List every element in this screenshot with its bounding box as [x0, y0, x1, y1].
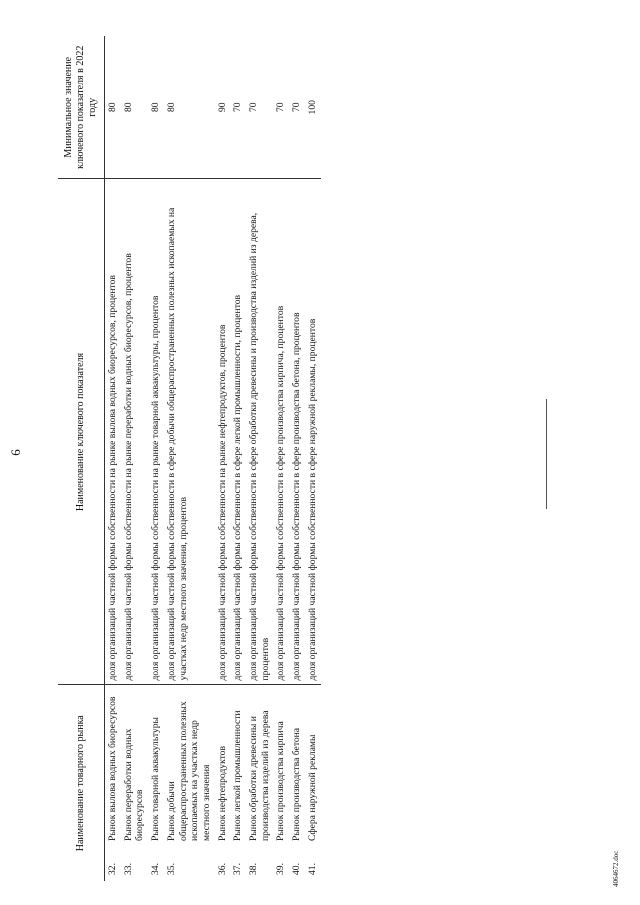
- table-body: [105, 36, 321, 881]
- table-row: [230, 36, 246, 881]
- header-indicator: Наименование ключевого показателя: [58, 179, 105, 685]
- row-number: 32.: [107, 863, 118, 875]
- market-name: Рынок обработки древесины и производства изделий из дерева: [246, 685, 273, 845]
- min-value: 80: [165, 102, 177, 113]
- indicator-name: доля организаций частной формы собственности в сфере производства кирпича, процентов: [273, 179, 289, 685]
- table-row: [105, 36, 121, 881]
- indicator-name: доля организаций частной формы собственности на рынке переработки водных биоресурсов, процентов: [121, 179, 148, 685]
- row-number: 40.: [291, 863, 303, 875]
- row-number: 35.: [165, 863, 177, 875]
- table-row: [121, 36, 148, 881]
- table-header-row: [58, 36, 105, 881]
- market-name: Рынок производства кирпича: [273, 685, 289, 845]
- indicator-name: доля организаций частной формы собственности в сфере легкой промышленности, процентов: [230, 179, 246, 685]
- header-market: Наименование товарного рынка: [58, 685, 105, 881]
- table-row: [164, 36, 215, 881]
- min-value: 80: [122, 102, 134, 113]
- indicator-name: доля организаций частной формы собственности в сфере производства бетона, процентов: [289, 179, 305, 685]
- indicator-name: доля организаций частной формы собственности на рынке нефтепродуктов, процентов: [215, 179, 231, 685]
- indicators-table: [58, 36, 321, 881]
- row-number: 37.: [232, 863, 244, 875]
- indicator-name: доля организаций частной формы собственности в сфере обработки древесины и производства изделий из дерева, процентов: [246, 179, 273, 685]
- row-number: 33.: [122, 863, 134, 875]
- market-name: Рынок производства бетона: [289, 685, 305, 845]
- row-number: 41.: [306, 863, 318, 875]
- min-value: 90: [216, 102, 228, 113]
- min-value: 100: [306, 100, 318, 115]
- table-row: [289, 36, 305, 881]
- min-value: 70: [232, 102, 244, 113]
- market-name: Рынок вылова водных биоресурсов: [105, 685, 121, 845]
- table-row: [148, 36, 164, 881]
- table-row: [215, 36, 231, 881]
- table-row: [305, 36, 321, 881]
- row-number: 39.: [275, 863, 287, 875]
- market-name: Рынок товарной аквакультуры: [148, 685, 164, 845]
- indicator-name: доля организаций частной формы собственности на рынке товарной аквакультуры, процентов: [148, 179, 164, 685]
- market-name: Рынок добычи общераспространенных полезных ископаемых на участках недр местного значения: [164, 685, 215, 845]
- min-value: 70: [275, 102, 287, 113]
- indicator-name: доля организаций частной формы собственности на рынке вылова водных биоресурсов, процентов: [105, 179, 121, 685]
- document-id: 4064672.doc: [612, 850, 620, 887]
- table-row: [246, 36, 273, 881]
- market-name: Рынок легкой промышленности: [230, 685, 246, 845]
- market-name: Сфера наружной рекламы: [305, 685, 321, 845]
- min-value: 70: [291, 102, 303, 113]
- market-name: Рынок переработки водных биоресурсов: [121, 685, 148, 845]
- min-value: 80: [107, 102, 118, 113]
- row-number: 36.: [216, 863, 228, 875]
- min-value: 70: [248, 102, 260, 113]
- row-number: 34.: [150, 863, 162, 875]
- indicator-name: доля организаций частной формы собственности в сфере добычи общераспространенных полезных ископаемых на участках недр местного значения, процентов: [164, 179, 215, 685]
- min-value: 80: [150, 102, 162, 113]
- indicator-name: доля организаций частной формы собственности в сфере наружной рекламы, процентов: [305, 179, 321, 685]
- page-number: 6: [8, 449, 23, 456]
- table-row: [273, 36, 289, 881]
- market-name: Рынок нефтепродуктов: [215, 685, 231, 845]
- row-number: 38.: [248, 863, 260, 875]
- end-rule: [546, 399, 547, 509]
- header-min-value: Минимальное значение ключевого показателя в 2022 году: [58, 36, 105, 179]
